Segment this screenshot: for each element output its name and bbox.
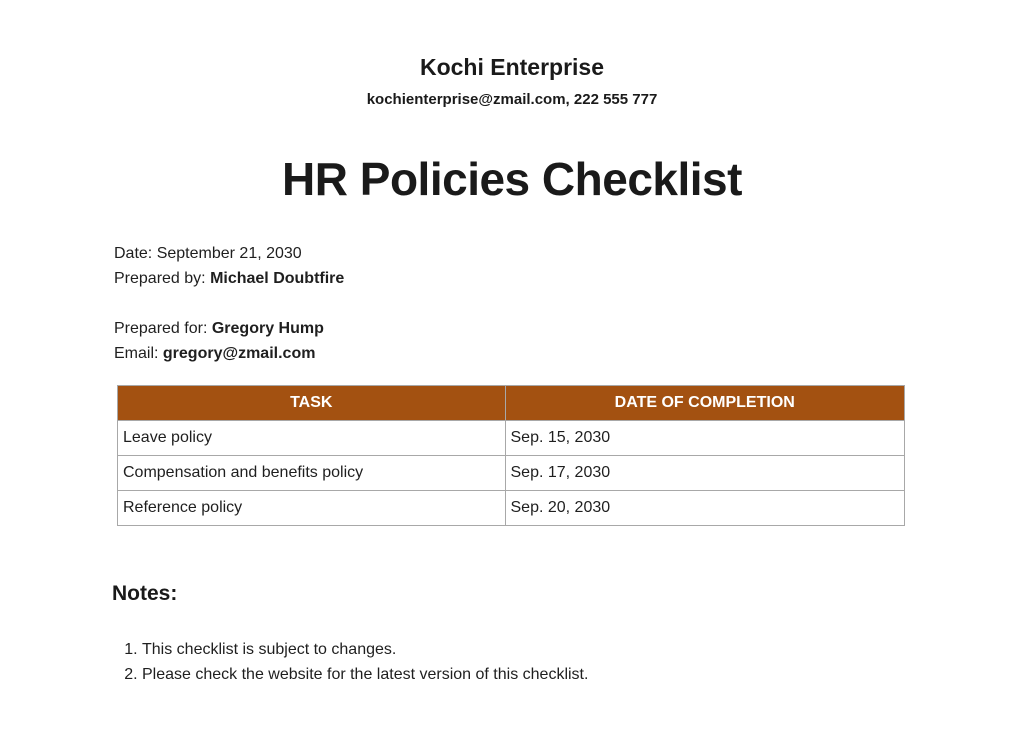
list-item: 1. This checklist is subject to changes. <box>142 637 588 662</box>
date-value: September 21, 2030 <box>156 245 302 262</box>
column-header-date: DATE OF COMPLETION <box>505 386 905 421</box>
list-item: 2. Please check the website for the latest version of this checklist. <box>142 662 588 687</box>
date-label: Date: <box>114 245 153 262</box>
date-cell: Sep. 17, 2030 <box>505 456 905 491</box>
email-line <box>114 344 315 364</box>
notes-title: Notes: <box>112 582 178 605</box>
date-cell: Sep. 20, 2030 <box>505 491 905 526</box>
prepared-for-line <box>114 319 324 339</box>
date-line <box>114 244 302 264</box>
table-row <box>118 491 905 526</box>
prepared-for-value: Gregory Hump <box>211 320 324 337</box>
prepared-by-line <box>114 269 344 289</box>
prepared-by-label: Prepared by: <box>114 270 206 287</box>
table-row <box>118 456 905 491</box>
task-cell: Compensation and benefits policy <box>118 456 506 491</box>
company-contact: kochienterprise@zmail.com, 222 555 777 <box>366 91 658 108</box>
prepared-for-label: Prepared for: <box>114 320 208 337</box>
prepared-by-value: Michael Doubtfire <box>210 270 345 287</box>
company-name: Kochi Enterprise <box>419 54 605 80</box>
checklist-table <box>117 385 905 526</box>
notes-list <box>114 637 588 687</box>
task-cell: Leave policy <box>118 421 506 456</box>
table-row <box>118 421 905 456</box>
email-value: gregory@zmail.com <box>162 345 316 362</box>
task-cell: Reference policy <box>118 491 506 526</box>
date-cell: Sep. 15, 2030 <box>505 421 905 456</box>
column-header-task: TASK <box>118 386 506 421</box>
document-title: HR Policies Checklist <box>282 153 742 205</box>
email-label: Email: <box>114 345 159 362</box>
table-header-row <box>118 386 905 421</box>
